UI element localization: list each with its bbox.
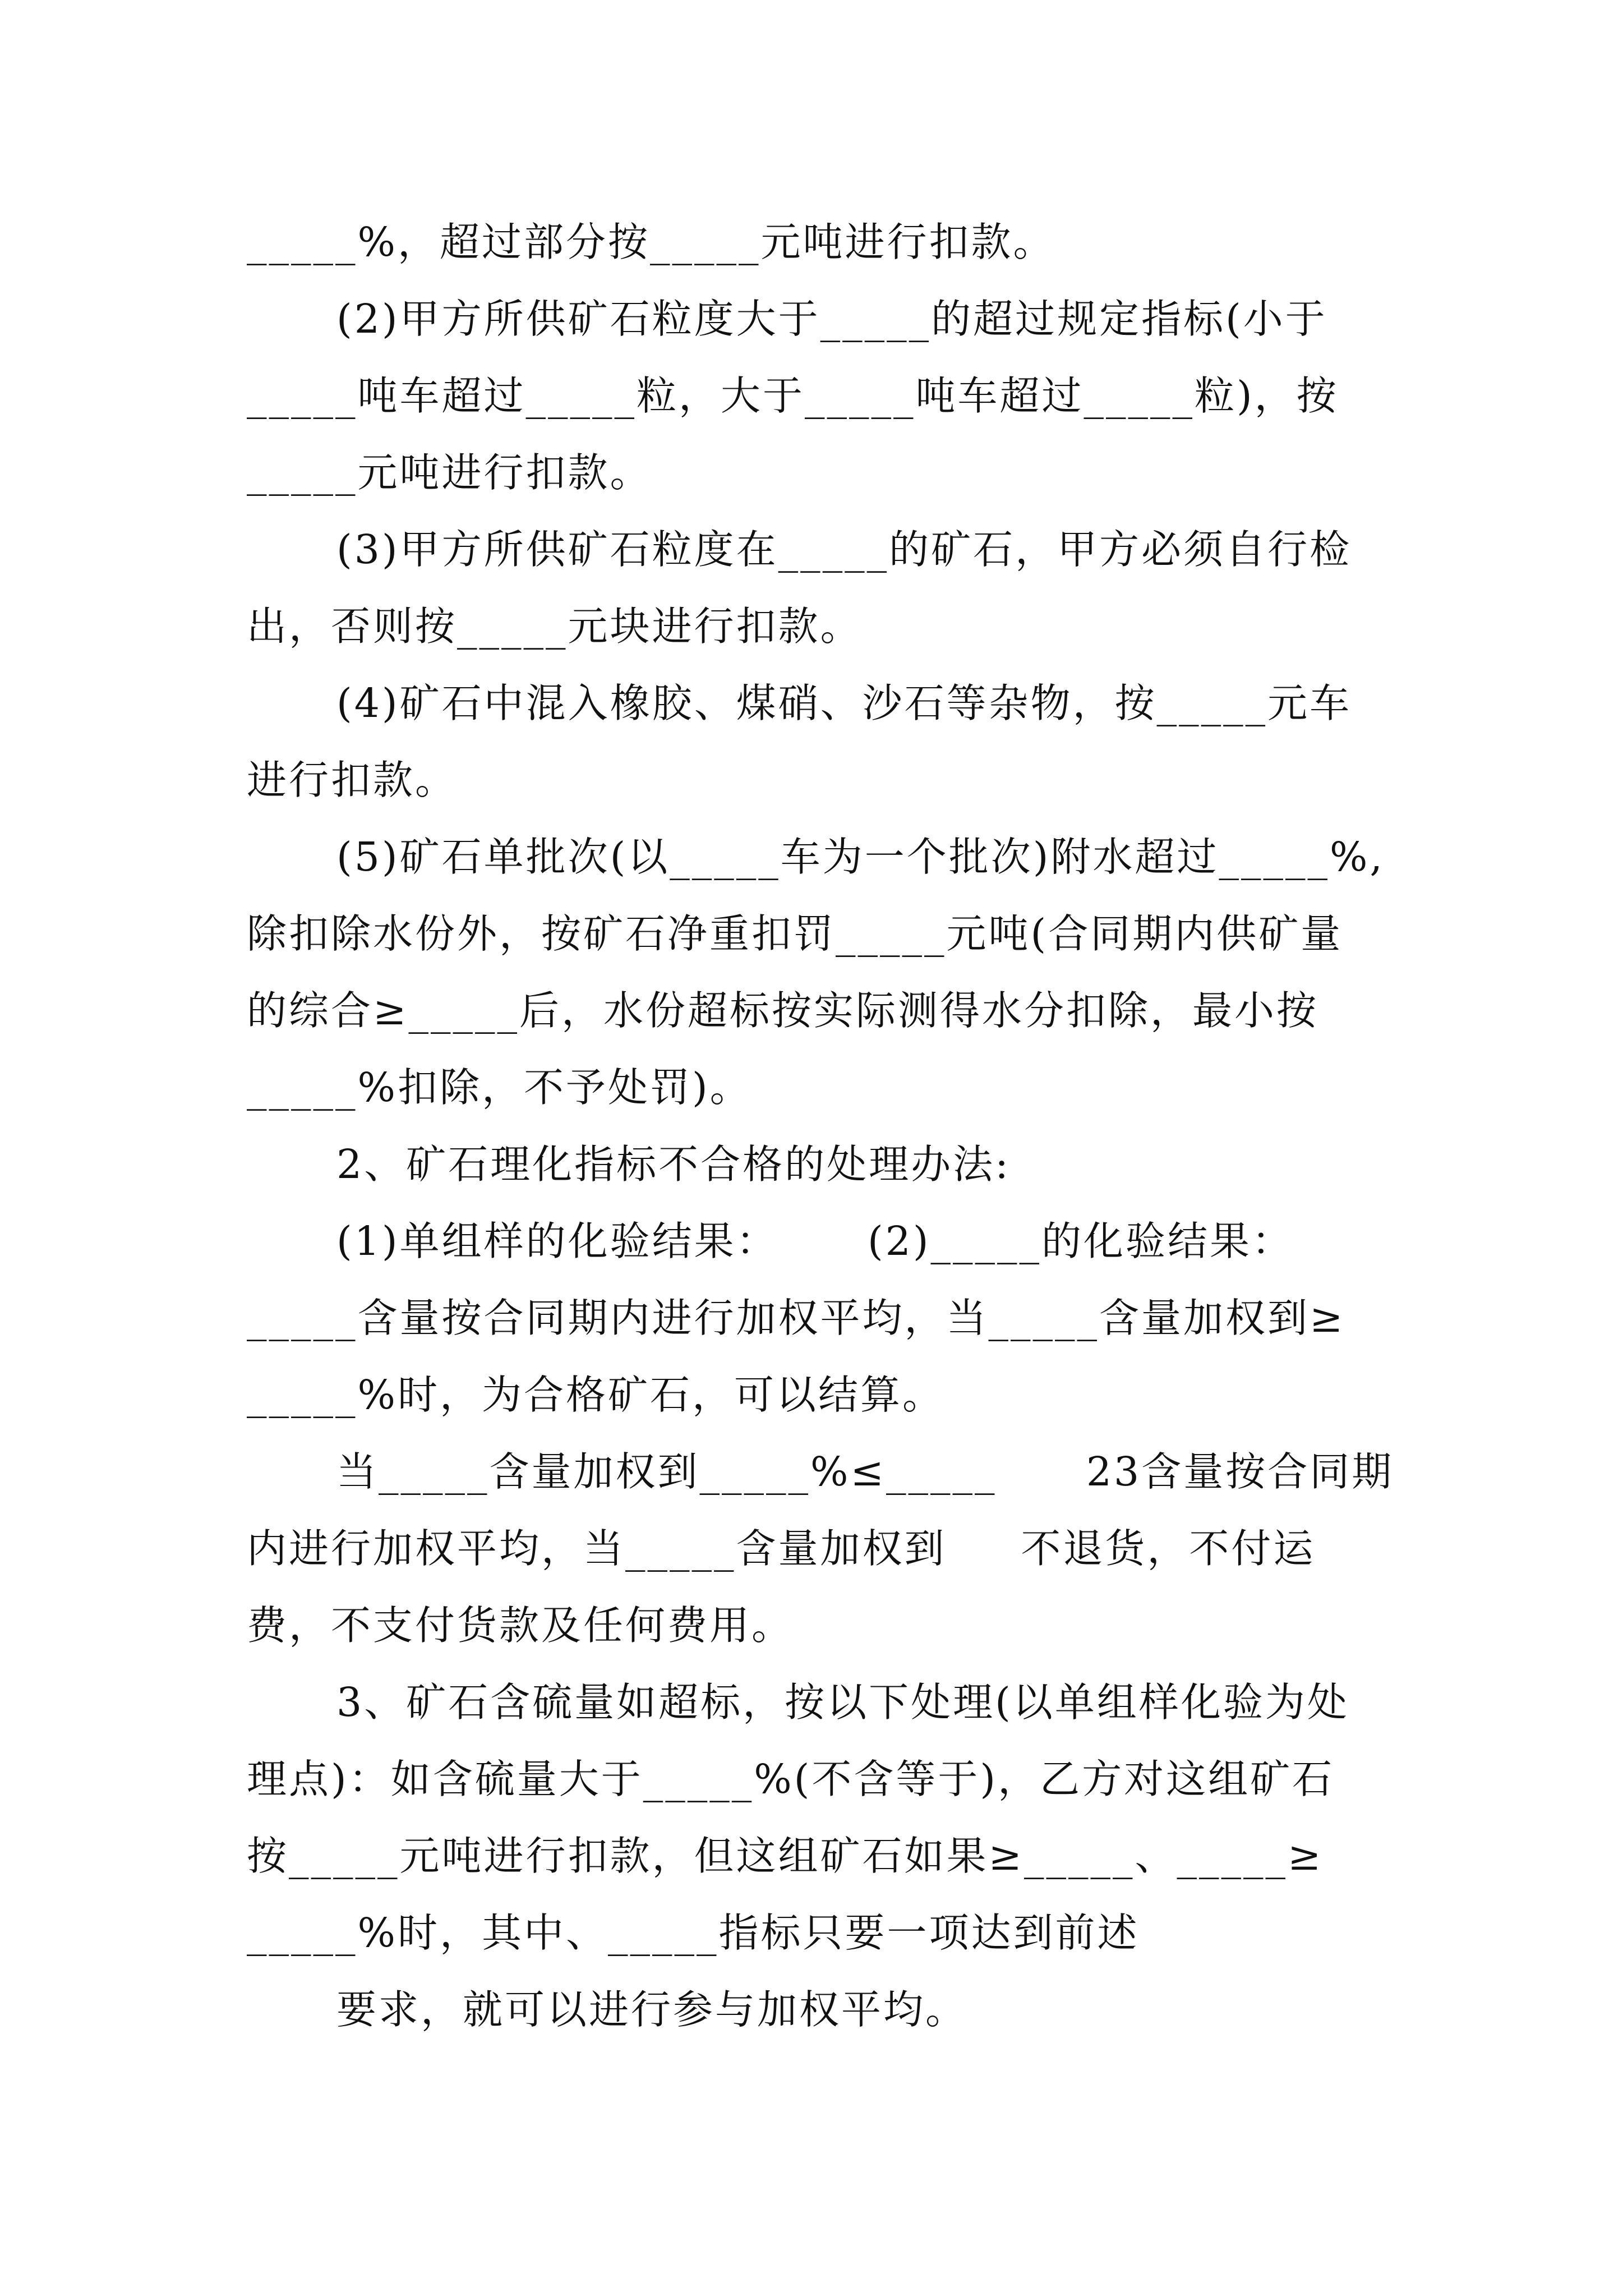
text-line: (1)单组样的化验结果： (2)_____的化验结果： [336, 1218, 1294, 1264]
text-line: (5)矿石单批次(以_____车为一个批次)附水超过_____%, [336, 834, 1385, 880]
text-line: 出，否则按_____元块进行扣款。 [247, 603, 863, 650]
text-line: 内进行加权平均，当_____含量加权到 不退货，不付运 [247, 1525, 1316, 1572]
text-line: _____%扣除，不予处罚)。 [247, 1064, 752, 1111]
text-line: (2)甲方所供矿石粒度大于_____的超过规定指标(小于 [336, 296, 1327, 342]
text-line: 除扣除水份外，按矿石净重扣罚_____元吨(合同期内供矿量 [247, 910, 1343, 957]
text-line: (3)甲方所供矿石粒度在_____的矿石，甲方必须自行检 [336, 526, 1352, 573]
text-line: (4)矿石中混入橡胶、煤硝、沙石等杂物，按_____元车 [336, 680, 1352, 726]
text-line: 理点)：如含硫量大于_____%(不含等于)，乙方对这组矿石 [247, 1756, 1335, 1802]
text-line: _____吨车超过_____粒，大于_____吨车超过_____粒)，按 [247, 372, 1339, 419]
text-line: _____%，超过部分按_____元吨进行扣款。 [247, 219, 1055, 265]
text-line: _____含量按合同期内进行加权平均，当_____含量加权到≥ [247, 1295, 1345, 1341]
text-line: _____%时，为合格矿石，可以结算。 [247, 1372, 944, 1418]
section-heading: 2、矿石理化指标不合格的处理办法: [336, 1141, 1011, 1188]
text-line: _____%时，其中、_____指标只要一项达到前述 [247, 1910, 1140, 1956]
text-line: 当_____含量加权到_____%≤_____ 23含量按合同期 [336, 1448, 1394, 1495]
text-line: _____元吨进行扣款。 [247, 449, 652, 496]
text-line: 要求，就可以进行参与加权平均。 [336, 1986, 968, 2033]
section-heading: 3、矿石含硫量如超标，按以下处理(以单组样化验为处 [336, 1679, 1349, 1726]
text-line: 按_____元吨进行扣款，但这组矿石如果≥_____、_____≥ [247, 1833, 1324, 1879]
text-line: 费，不支付货款及任何费用。 [247, 1602, 794, 1649]
text-line: 进行扣款。 [247, 757, 458, 803]
text-line: 的综合≥_____后，水份超标按实际测得水分扣除，最小按 [247, 987, 1318, 1034]
